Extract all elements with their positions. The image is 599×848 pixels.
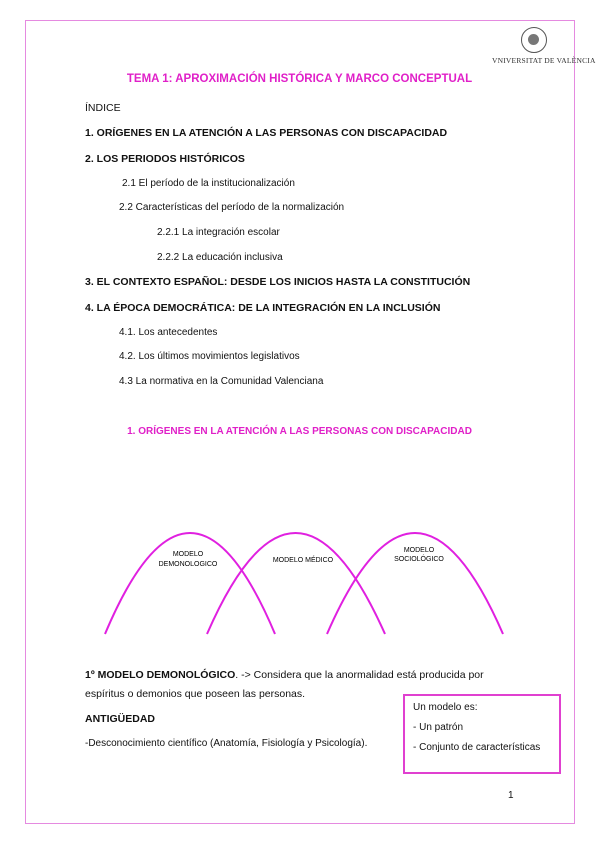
label-demonologico-1: MODELO bbox=[172, 551, 204, 558]
label-sociologico-2: SOCIOLÓGICO bbox=[394, 556, 444, 563]
models-diagram bbox=[95, 462, 515, 642]
university-logo bbox=[492, 27, 596, 65]
label-medico: MODELO MÉDICO bbox=[272, 557, 334, 564]
box-item: - Un patrón bbox=[413, 722, 464, 733]
index-item: 2.2 Características del período de la normalización bbox=[119, 202, 345, 213]
index-item: 2. LOS PERIODOS HISTÓRICOS bbox=[85, 153, 245, 165]
index-item: 2.1 El período de la institucionalización bbox=[122, 178, 295, 189]
section-title: 1. ORÍGENES EN LA ATENCIÓN A LAS PERSONAS CON DISCAPACIDAD bbox=[127, 426, 472, 437]
index-heading: ÍNDICE bbox=[85, 102, 121, 114]
paragraph-demonologico bbox=[85, 669, 484, 681]
paragraph-bold: 1º MODELO DEMONOLÓGICO bbox=[85, 669, 236, 681]
index-item: 4. LA ÉPOCA DEMOCRÁTICA: DE LA INTEGRACIÓN EN LA INCLUSIÓN bbox=[85, 302, 441, 314]
box-item: - Conjunto de características bbox=[413, 742, 541, 753]
index-item: 2.2.1 La integración escolar bbox=[157, 227, 280, 238]
index-item: 4.3 La normativa en la Comunidad Valenciana bbox=[119, 376, 324, 387]
page-number: 1 bbox=[508, 790, 514, 801]
paragraph-line2: espíritus o demonios que poseen las personas. bbox=[85, 688, 306, 700]
index-item: 3. EL CONTEXTO ESPAÑOL: DESDE LOS INICIOS HASTA LA CONSTITUCIÓN bbox=[85, 276, 471, 288]
index-item: 2.2.2 La educación inclusiva bbox=[157, 252, 283, 263]
label-sociologico-1: MODELO bbox=[403, 547, 435, 554]
document-title: TEMA 1: APROXIMACIÓN HISTÓRICA Y MARCO CONCEPTUAL bbox=[126, 73, 473, 85]
index-item: 4.1. Los antecedentes bbox=[119, 327, 218, 338]
antiguedad-heading: ANTIGÜEDAD bbox=[85, 713, 155, 725]
label-demonologico-2: DEMONOLOGICO bbox=[158, 561, 218, 568]
paragraph-rest: . -> Considera que la anormalidad está producida por bbox=[235, 669, 484, 681]
curve-demonologico bbox=[105, 533, 275, 634]
seal-icon bbox=[521, 27, 547, 53]
index-item: 1. ORÍGENES EN LA ATENCIÓN A LAS PERSONAS CON DISCAPACIDAD bbox=[85, 127, 448, 139]
box-heading: Un modelo es: bbox=[413, 702, 478, 713]
desconocimiento-text: -Desconocimiento científico (Anatomía, Fisiología y Psicología). bbox=[85, 738, 368, 749]
index-item: 4.2. Los últimos movimientos legislativos bbox=[119, 351, 300, 362]
logo-wordmark: VNIVERSITAT DE VALÈNCIA bbox=[492, 56, 596, 65]
modelo-definition-box bbox=[403, 694, 561, 774]
curve-medico bbox=[207, 533, 385, 634]
